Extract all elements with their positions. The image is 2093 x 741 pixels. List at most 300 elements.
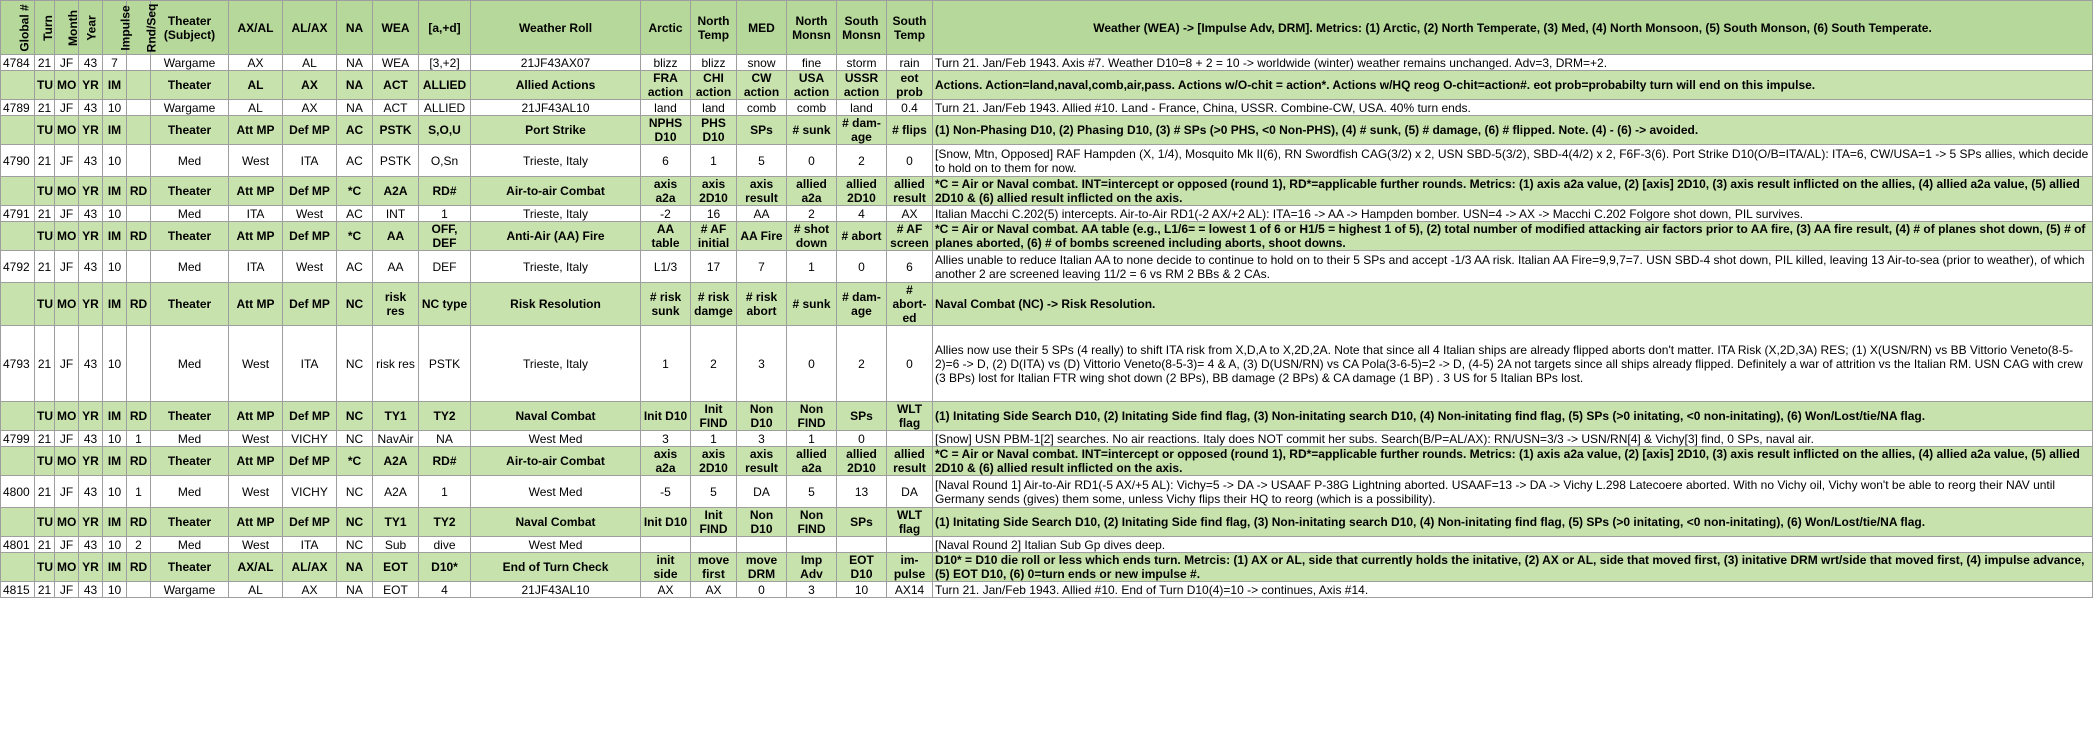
table-cell[interactable]: IM <box>103 177 127 206</box>
table-cell[interactable]: Def MP <box>283 508 337 537</box>
col-header-weather-desc[interactable]: Weather (WEA) -> [Impulse Adv, DRM]. Metrics: (1) Arctic, (2) North Temperate, (3) Med, (4) North Monsoon, (5) South Monson, (6) South Temperate. <box>933 1 2093 55</box>
col-header-na[interactable]: NA <box>337 1 373 55</box>
table-cell[interactable]: 21 <box>35 537 55 553</box>
table-cell[interactable]: Att MP <box>229 177 283 206</box>
table-cell[interactable]: blizz <box>691 55 737 71</box>
table-cell[interactable]: West <box>229 326 283 402</box>
table-cell[interactable]: USSR action <box>837 71 887 100</box>
table-cell[interactable]: YR <box>79 71 103 100</box>
table-cell[interactable]: Att MP <box>229 508 283 537</box>
table-cell[interactable]: 21 <box>35 326 55 402</box>
col-header-year[interactable]: Year <box>79 1 103 55</box>
table-cell[interactable]: OFF, DEF <box>419 222 471 251</box>
table-cell[interactable]: 0 <box>837 431 887 447</box>
table-cell[interactable] <box>887 431 933 447</box>
description-cell[interactable]: *C = Air or Naval combat. INT=intercept or opposed (round 1), RD*=applicable further rounds. Metrics: (1) axis a2a value, (2) [axis] 2D10, (3) axis result inflicted on the allies, (4) allied a2a value, (5) allied 2D10 & (6) allied result inflicted on the axis. <box>933 447 2093 476</box>
table-cell[interactable]: Imp Adv <box>787 553 837 582</box>
table-cell[interactable]: MO <box>55 116 79 145</box>
table-cell[interactable]: 13 <box>837 476 887 508</box>
table-cell[interactable]: 5 <box>737 145 787 177</box>
table-cell[interactable]: # risk damge <box>691 283 737 326</box>
table-cell[interactable]: # risk abort <box>737 283 787 326</box>
table-cell[interactable]: Def MP <box>283 116 337 145</box>
table-cell[interactable]: Port Strike <box>471 116 641 145</box>
table-cell[interactable]: JF <box>55 251 79 283</box>
table-cell[interactable]: West Med <box>471 537 641 553</box>
table-cell[interactable]: Trieste, Italy <box>471 326 641 402</box>
table-cell[interactable]: TY1 <box>373 508 419 537</box>
table-cell[interactable]: Med <box>151 431 229 447</box>
table-cell[interactable]: allied 2D10 <box>837 177 887 206</box>
table-cell[interactable]: ITA <box>283 145 337 177</box>
table-cell[interactable]: Att MP <box>229 402 283 431</box>
table-cell[interactable]: Sub <box>373 537 419 553</box>
table-cell[interactable]: AA table <box>641 222 691 251</box>
table-cell[interactable]: NC type <box>419 283 471 326</box>
table-cell[interactable]: DA <box>887 476 933 508</box>
table-cell[interactable]: 21JF43AL10 <box>471 582 641 598</box>
table-cell[interactable]: JF <box>55 476 79 508</box>
table-cell[interactable]: 3 <box>737 431 787 447</box>
table-cell[interactable]: Med <box>151 145 229 177</box>
table-cell[interactable]: Trieste, Italy <box>471 145 641 177</box>
table-cell[interactable]: MO <box>55 508 79 537</box>
table-cell[interactable]: 10 <box>103 431 127 447</box>
table-cell[interactable]: 1 <box>419 206 471 222</box>
table-cell[interactable]: ACT <box>373 100 419 116</box>
table-cell[interactable]: AX <box>691 582 737 598</box>
global-number-cell[interactable]: 4815 <box>1 582 35 598</box>
table-cell[interactable]: MO <box>55 402 79 431</box>
table-cell[interactable]: TU <box>35 402 55 431</box>
table-cell[interactable]: TY2 <box>419 402 471 431</box>
table-cell[interactable]: ITA <box>283 326 337 402</box>
table-cell[interactable]: YR <box>79 116 103 145</box>
table-cell[interactable]: AL <box>229 100 283 116</box>
table-cell[interactable]: im-pulse <box>887 553 933 582</box>
table-cell[interactable]: land <box>641 100 691 116</box>
global-number-cell[interactable] <box>1 177 35 206</box>
table-cell[interactable]: IM <box>103 508 127 537</box>
table-cell[interactable]: # risk sunk <box>641 283 691 326</box>
table-cell[interactable]: YR <box>79 402 103 431</box>
table-cell[interactable]: ITA <box>229 251 283 283</box>
table-cell[interactable]: # flips <box>887 116 933 145</box>
table-cell[interactable]: TY2 <box>419 508 471 537</box>
table-cell[interactable]: allied a2a <box>787 447 837 476</box>
global-number-cell[interactable] <box>1 402 35 431</box>
global-number-cell[interactable]: 4793 <box>1 326 35 402</box>
description-cell[interactable]: [Snow, Mtn, Opposed] RAF Hampden (X, 1/4), Mosquito Mk II(6), RN Swordfish CAG(3/2) x 2, USN SBD-5(3/2), SBD-4(4/2) x 2, F6F-3(6). Port Strike D10(O/B=ITA/AL): ITA=6, CW/USA=1 -> 5 SPs allies, which decide to hold on to them for now. <box>933 145 2093 177</box>
table-cell[interactable]: blizz <box>641 55 691 71</box>
description-cell[interactable]: Allies unable to reduce Italian AA to none decide to continue to hold on to their 5 SPs and accept -1/3 AA risk. Italian AA Fire=9,9,7=7. USN SBD-4 shot down, PIL killed, leaving 13 Air-to-sea (prior to weather), of which another 2 are screened leaving 11/2 = 6 vs RM 2 BBs & 2 CAs. <box>933 251 2093 283</box>
table-cell[interactable]: YR <box>79 222 103 251</box>
table-cell[interactable]: RD <box>127 177 151 206</box>
table-cell[interactable]: ITA <box>283 537 337 553</box>
table-cell[interactable]: IM <box>103 71 127 100</box>
table-cell[interactable]: D10* <box>419 553 471 582</box>
table-cell[interactable]: 43 <box>79 537 103 553</box>
global-number-cell[interactable]: 4789 <box>1 100 35 116</box>
col-header-med[interactable]: MED <box>737 1 787 55</box>
table-cell[interactable]: 43 <box>79 55 103 71</box>
table-cell[interactable]: # abort <box>837 222 887 251</box>
table-cell[interactable]: 10 <box>103 582 127 598</box>
table-cell[interactable]: allied a2a <box>787 177 837 206</box>
table-cell[interactable]: JF <box>55 206 79 222</box>
table-cell[interactable]: axis result <box>737 447 787 476</box>
col-header-north-temp[interactable]: North Temp <box>691 1 737 55</box>
table-cell[interactable]: INT <box>373 206 419 222</box>
table-cell[interactable]: NA <box>337 100 373 116</box>
table-cell[interactable]: West <box>283 251 337 283</box>
col-header-south-monsn[interactable]: South Monsn <box>837 1 887 55</box>
table-cell[interactable] <box>127 326 151 402</box>
table-cell[interactable]: AX <box>283 582 337 598</box>
table-cell[interactable]: West Med <box>471 431 641 447</box>
table-cell[interactable]: USA action <box>787 71 837 100</box>
table-cell[interactable]: AC <box>337 251 373 283</box>
table-cell[interactable]: # AF screen <box>887 222 933 251</box>
global-number-cell[interactable]: 4791 <box>1 206 35 222</box>
global-number-cell[interactable] <box>1 447 35 476</box>
table-cell[interactable]: 43 <box>79 100 103 116</box>
table-cell[interactable]: 21 <box>35 100 55 116</box>
table-cell[interactable]: ALLIED <box>419 71 471 100</box>
table-cell[interactable]: S,O,U <box>419 116 471 145</box>
table-cell[interactable]: SPs <box>837 508 887 537</box>
table-cell[interactable]: AC <box>337 145 373 177</box>
table-cell[interactable]: 6 <box>641 145 691 177</box>
table-cell[interactable]: West <box>229 537 283 553</box>
table-cell[interactable]: Def MP <box>283 222 337 251</box>
description-cell[interactable]: (1) Initating Side Search D10, (2) Initating Side find flag, (3) Non-initating search D10, (4) Non-initating find flag, (5) SPs (>0 initating, <0 non-initating), (6) Won/Lost/tie/NA flag. <box>933 402 2093 431</box>
table-cell[interactable]: Def MP <box>283 402 337 431</box>
table-cell[interactable]: Wargame <box>151 100 229 116</box>
col-header-impulse[interactable]: Impulse <box>103 1 127 55</box>
global-number-cell[interactable]: 4800 <box>1 476 35 508</box>
col-header-al-ax[interactable]: AL/AX <box>283 1 337 55</box>
table-cell[interactable]: AA <box>373 251 419 283</box>
table-cell[interactable]: 7 <box>103 55 127 71</box>
table-cell[interactable]: DA <box>737 476 787 508</box>
table-cell[interactable]: 43 <box>79 582 103 598</box>
table-cell[interactable]: PHS D10 <box>691 116 737 145</box>
table-cell[interactable]: *C <box>337 447 373 476</box>
table-cell[interactable]: Att MP <box>229 447 283 476</box>
table-cell[interactable]: AC <box>337 116 373 145</box>
table-cell[interactable]: # shot down <box>787 222 837 251</box>
table-cell[interactable] <box>127 206 151 222</box>
table-cell[interactable]: DEF <box>419 251 471 283</box>
description-cell[interactable]: *C = Air or Naval combat. AA table (e.g., L1/6= = lowest 1 of 6 or H1/5 = highest 1 of 5), (2) total number of modified attacking air factors prior to AA fire, (3) AA fire result, (4) # of planes shot down, (5) # of planes aborted, (6) # of bombs screened including aborts, shoot downs. <box>933 222 2093 251</box>
table-cell[interactable]: JF <box>55 55 79 71</box>
table-cell[interactable]: TU <box>35 553 55 582</box>
global-number-cell[interactable]: 4799 <box>1 431 35 447</box>
table-cell[interactable] <box>787 537 837 553</box>
table-cell[interactable]: AL/AX <box>283 553 337 582</box>
table-cell[interactable]: IM <box>103 447 127 476</box>
table-cell[interactable]: NA <box>337 55 373 71</box>
table-cell[interactable]: 3 <box>641 431 691 447</box>
table-cell[interactable]: [3,+2] <box>419 55 471 71</box>
table-cell[interactable]: Air-to-air Combat <box>471 177 641 206</box>
table-cell[interactable]: 10 <box>103 476 127 508</box>
table-cell[interactable]: 2 <box>837 145 887 177</box>
table-cell[interactable]: TU <box>35 177 55 206</box>
table-cell[interactable]: PSTK <box>373 116 419 145</box>
table-cell[interactable]: NC <box>337 283 373 326</box>
table-cell[interactable]: 16 <box>691 206 737 222</box>
table-cell[interactable]: 5 <box>787 476 837 508</box>
table-cell[interactable]: IM <box>103 116 127 145</box>
description-cell[interactable]: (1) Non-Phasing D10, (2) Phasing D10, (3) # SPs (>0 PHS, <0 Non-PHS), (4) # sunk, (5) # damage, (6) # flipped. Note. (4) - (6) -> avoided. <box>933 116 2093 145</box>
table-cell[interactable]: 1 <box>127 431 151 447</box>
table-cell[interactable]: Init FIND <box>691 402 737 431</box>
table-cell[interactable]: JF <box>55 145 79 177</box>
table-cell[interactable]: 10 <box>103 326 127 402</box>
table-cell[interactable]: ITA <box>229 206 283 222</box>
table-cell[interactable]: 2 <box>837 326 887 402</box>
table-cell[interactable]: JF <box>55 100 79 116</box>
table-cell[interactable]: TU <box>35 116 55 145</box>
table-cell[interactable]: West <box>229 476 283 508</box>
table-cell[interactable]: 10 <box>103 251 127 283</box>
table-cell[interactable] <box>887 537 933 553</box>
description-cell[interactable]: [Naval Round 2] Italian Sub Gp dives deep. <box>933 537 2093 553</box>
table-cell[interactable]: ALLIED <box>419 100 471 116</box>
table-cell[interactable]: # sunk <box>787 116 837 145</box>
table-cell[interactable]: land <box>837 100 887 116</box>
table-cell[interactable]: 0 <box>887 326 933 402</box>
table-cell[interactable]: # abort-ed <box>887 283 933 326</box>
table-cell[interactable]: 7 <box>737 251 787 283</box>
table-cell[interactable]: A2A <box>373 177 419 206</box>
table-cell[interactable]: MO <box>55 283 79 326</box>
global-number-cell[interactable] <box>1 222 35 251</box>
table-cell[interactable]: axis a2a <box>641 177 691 206</box>
table-cell[interactable]: 21 <box>35 206 55 222</box>
table-cell[interactable]: TU <box>35 222 55 251</box>
table-cell[interactable]: 21 <box>35 476 55 508</box>
table-cell[interactable]: IM <box>103 553 127 582</box>
table-cell[interactable]: rain <box>887 55 933 71</box>
table-cell[interactable]: NC <box>337 431 373 447</box>
table-cell[interactable]: Att MP <box>229 222 283 251</box>
table-cell[interactable]: RD# <box>419 447 471 476</box>
global-number-cell[interactable] <box>1 553 35 582</box>
description-cell[interactable]: Allies now use their 5 SPs (4 really) to shift ITA risk from X,D,A to X,2D,2A. Note that since all 4 Italian ships are already flipped aborts don't matter. ITA Risk (X,2D,3A) RES; (1) X(USN/RN) vs BB Vittorio Veneto(8-5-2)=6 -> D, (2) D(ITA) vs (D) Vittorio Veneto(8-5-3)= 4 & A, (3) D(USN/RN) vs CA Pola(3-6-5)=2 -> D, (4-5) 2A not targets since all ships already flipped. Definitely a war of attrition vs the Italian RM. USN CAG with crew (3 BPs) lost for Italian FTR wing shot down (2 BPs), BB damage (2 BPs) & CA damage (1 BP) . 3 US for 5 Italian BPs lost. <box>933 326 2093 402</box>
col-header-turn[interactable]: Turn <box>35 1 55 55</box>
table-cell[interactable]: VICHY <box>283 431 337 447</box>
table-cell[interactable]: Init D10 <box>641 508 691 537</box>
table-cell[interactable]: A2A <box>373 447 419 476</box>
table-cell[interactable]: move first <box>691 553 737 582</box>
table-cell[interactable]: 43 <box>79 431 103 447</box>
table-cell[interactable]: West <box>283 206 337 222</box>
table-cell[interactable]: 1 <box>641 326 691 402</box>
table-cell[interactable] <box>641 537 691 553</box>
table-cell[interactable]: 4 <box>837 206 887 222</box>
table-cell[interactable]: axis a2a <box>641 447 691 476</box>
table-cell[interactable]: Allied Actions <box>471 71 641 100</box>
table-cell[interactable]: Trieste, Italy <box>471 206 641 222</box>
table-cell[interactable]: 2 <box>127 537 151 553</box>
table-cell[interactable]: allied 2D10 <box>837 447 887 476</box>
table-cell[interactable]: Risk Resolution <box>471 283 641 326</box>
table-cell[interactable]: AX <box>229 55 283 71</box>
table-cell[interactable]: 10 <box>103 206 127 222</box>
description-cell[interactable]: Actions. Action=land,naval,comb,air,pass. Actions w/O-chit = action*. Actions w/HQ reog O-chit=action#. eot prob=probabilty turn will end on this impulse. <box>933 71 2093 100</box>
table-cell[interactable]: YR <box>79 447 103 476</box>
table-cell[interactable]: 1 <box>127 476 151 508</box>
table-cell[interactable]: SPs <box>737 116 787 145</box>
table-cell[interactable]: 6 <box>887 251 933 283</box>
table-cell[interactable]: Theater <box>151 116 229 145</box>
table-cell[interactable]: NC <box>337 537 373 553</box>
table-cell[interactable]: O,Sn <box>419 145 471 177</box>
table-cell[interactable]: NC <box>337 476 373 508</box>
table-cell[interactable]: CHI action <box>691 71 737 100</box>
table-cell[interactable]: fine <box>787 55 837 71</box>
col-header-north-monsn[interactable]: North Monsn <box>787 1 837 55</box>
table-cell[interactable]: 43 <box>79 206 103 222</box>
table-cell[interactable] <box>691 537 737 553</box>
table-cell[interactable]: axis 2D10 <box>691 447 737 476</box>
col-header-month[interactable]: Month <box>55 1 79 55</box>
table-cell[interactable]: 21 <box>35 582 55 598</box>
table-cell[interactable]: CW action <box>737 71 787 100</box>
table-cell[interactable]: 10 <box>103 145 127 177</box>
table-cell[interactable] <box>837 537 887 553</box>
table-cell[interactable]: Wargame <box>151 582 229 598</box>
table-cell[interactable]: 10 <box>103 100 127 116</box>
table-cell[interactable]: AX <box>283 71 337 100</box>
table-cell[interactable]: 43 <box>79 251 103 283</box>
table-cell[interactable]: NC <box>337 326 373 402</box>
table-cell[interactable]: Med <box>151 251 229 283</box>
table-cell[interactable]: JF <box>55 326 79 402</box>
table-cell[interactable]: 21 <box>35 145 55 177</box>
table-cell[interactable]: West <box>229 431 283 447</box>
table-cell[interactable]: IM <box>103 222 127 251</box>
table-cell[interactable]: Def MP <box>283 447 337 476</box>
table-cell[interactable]: 1 <box>419 476 471 508</box>
table-cell[interactable]: 3 <box>737 326 787 402</box>
description-cell[interactable]: Naval Combat (NC) -> Risk Resolution. <box>933 283 2093 326</box>
table-cell[interactable]: # AF initial <box>691 222 737 251</box>
table-cell[interactable]: MO <box>55 222 79 251</box>
table-cell[interactable]: NPHS D10 <box>641 116 691 145</box>
table-cell[interactable]: FRA action <box>641 71 691 100</box>
col-header-global[interactable]: Global # <box>1 1 35 55</box>
description-cell[interactable]: (1) Initating Side Search D10, (2) Initating Side find flag, (3) Non-initating search D10, (4) Non-initating find flag, (5) SPs (>0 initating, <0 non-initating), (6) Won/Lost/tie/NA flag. <box>933 508 2093 537</box>
table-cell[interactable]: Att MP <box>229 283 283 326</box>
table-cell[interactable]: Theater <box>151 508 229 537</box>
table-cell[interactable]: AA <box>737 206 787 222</box>
table-cell[interactable]: 0 <box>737 582 787 598</box>
col-header-theater[interactable]: Theater (Subject) <box>151 1 229 55</box>
table-cell[interactable] <box>127 100 151 116</box>
table-cell[interactable]: 0 <box>787 326 837 402</box>
table-cell[interactable]: 1 <box>787 251 837 283</box>
table-cell[interactable]: 21JF43AX07 <box>471 55 641 71</box>
global-number-cell[interactable]: 4784 <box>1 55 35 71</box>
table-cell[interactable]: eot prob <box>887 71 933 100</box>
table-cell[interactable]: Air-to-air Combat <box>471 447 641 476</box>
table-cell[interactable]: YR <box>79 283 103 326</box>
table-cell[interactable]: AL <box>283 55 337 71</box>
table-cell[interactable]: Non D10 <box>737 508 787 537</box>
table-cell[interactable]: ACT <box>373 71 419 100</box>
global-number-cell[interactable] <box>1 283 35 326</box>
table-cell[interactable]: TU <box>35 447 55 476</box>
table-cell[interactable]: dive <box>419 537 471 553</box>
table-cell[interactable]: 0 <box>887 145 933 177</box>
table-cell[interactable]: MO <box>55 71 79 100</box>
global-number-cell[interactable]: 4790 <box>1 145 35 177</box>
table-cell[interactable]: risk res <box>373 326 419 402</box>
global-number-cell[interactable]: 4801 <box>1 537 35 553</box>
table-cell[interactable]: 43 <box>79 476 103 508</box>
table-cell[interactable]: MO <box>55 553 79 582</box>
table-cell[interactable]: Wargame <box>151 55 229 71</box>
col-header-a-d[interactable]: [a,+d] <box>419 1 471 55</box>
description-cell[interactable]: *C = Air or Naval combat. INT=intercept or opposed (round 1), RD*=applicable further rounds. Metrics: (1) axis a2a value, (2) [axis] 2D10, (3) axis result inflicted on the allies, (4) allied a2a value, (5) allied 2D10 & (6) allied result inflicted on the axis. <box>933 177 2093 206</box>
global-number-cell[interactable] <box>1 116 35 145</box>
table-cell[interactable]: MO <box>55 447 79 476</box>
table-cell[interactable]: Theater <box>151 283 229 326</box>
table-cell[interactable]: Med <box>151 326 229 402</box>
table-cell[interactable]: RD <box>127 222 151 251</box>
table-cell[interactable]: TU <box>35 71 55 100</box>
table-cell[interactable]: RD <box>127 283 151 326</box>
global-number-cell[interactable]: 4792 <box>1 251 35 283</box>
table-cell[interactable]: JF <box>55 537 79 553</box>
table-cell[interactable]: Non FIND <box>787 508 837 537</box>
table-cell[interactable]: AC <box>337 206 373 222</box>
table-cell[interactable] <box>127 582 151 598</box>
col-header-ax-al[interactable]: AX/AL <box>229 1 283 55</box>
col-header-rnd-seq[interactable]: Rnd/Seq <box>127 1 151 55</box>
description-cell[interactable]: [Naval Round 1] Air-to-Air RD1(-5 AX/+5 AL): Vichy=5 -> DA -> USAAF P-38G Lightning aborted. USAAF=13 -> DA -> Vichy L.298 Latecoere aborted. With no Vichy oil, Vichy won't be able to reorg their NAV until Germany sends (gives) them some, unless Vichy flips their HQ to reorg (which is a possibility). <box>933 476 2093 508</box>
table-cell[interactable]: 1 <box>787 431 837 447</box>
table-cell[interactable]: Non D10 <box>737 402 787 431</box>
table-cell[interactable] <box>127 71 151 100</box>
table-cell[interactable]: Naval Combat <box>471 402 641 431</box>
table-cell[interactable]: Theater <box>151 553 229 582</box>
table-cell[interactable]: AA Fire <box>737 222 787 251</box>
table-cell[interactable]: AL <box>229 582 283 598</box>
table-cell[interactable]: A2A <box>373 476 419 508</box>
table-cell[interactable]: snow <box>737 55 787 71</box>
table-cell[interactable]: NavAir <box>373 431 419 447</box>
table-cell[interactable]: AX <box>887 206 933 222</box>
table-cell[interactable]: init side <box>641 553 691 582</box>
table-cell[interactable]: *C <box>337 177 373 206</box>
table-cell[interactable]: Att MP <box>229 116 283 145</box>
table-cell[interactable]: West Med <box>471 476 641 508</box>
table-cell[interactable]: # dam-age <box>837 116 887 145</box>
table-cell[interactable]: AL <box>229 71 283 100</box>
table-cell[interactable]: # sunk <box>787 283 837 326</box>
table-cell[interactable]: Theater <box>151 177 229 206</box>
global-number-cell[interactable] <box>1 508 35 537</box>
table-cell[interactable]: YR <box>79 553 103 582</box>
table-cell[interactable]: L1/3 <box>641 251 691 283</box>
table-cell[interactable]: 10 <box>837 582 887 598</box>
table-cell[interactable]: Naval Combat <box>471 508 641 537</box>
